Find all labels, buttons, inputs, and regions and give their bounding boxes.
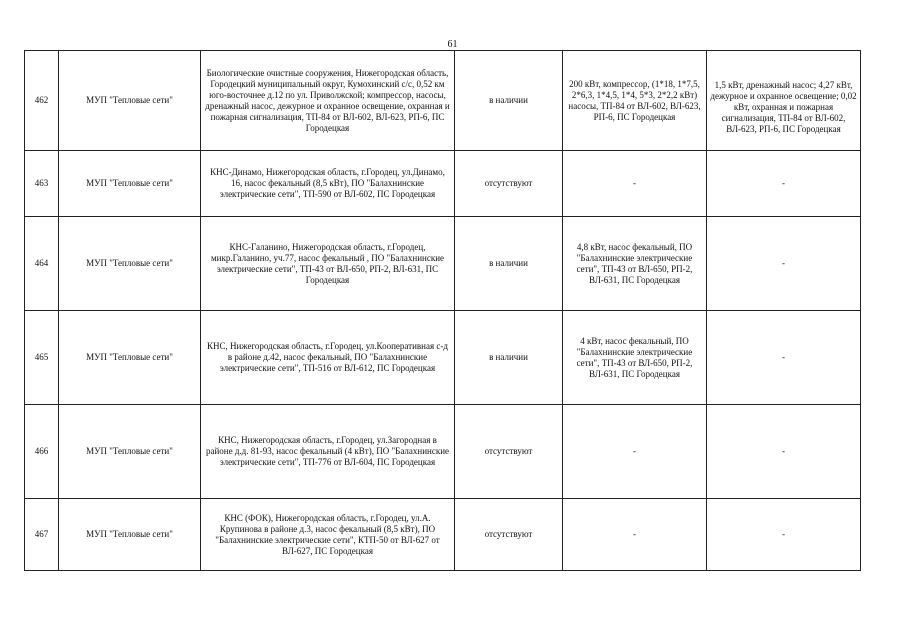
table-row [25, 499, 861, 571]
power-category-2: - [707, 499, 861, 571]
page-number: 61 [447, 39, 458, 50]
object-description: КНС, Нижегородская область, г.Городец, ул.Загородная в районе д.д. 81-93, насос фекальный (4 кВт), ПО "Балахнинские электрические сети", ТП-776 от ВЛ-604, ПС Городецкая [201, 405, 455, 499]
row-number: 465 [25, 311, 59, 405]
row-number: 462 [25, 51, 59, 151]
power-category-1: - [563, 151, 707, 217]
organization: МУП "Тепловые сети" [59, 499, 201, 571]
table-row [25, 311, 861, 405]
object-description: Биологические очистные сооружения, Нижегородская область, Городецкий муниципальный округ, Кумохинский с/с, 0,52 км юго-восточнее д.12 по ул. Приволжской; компрессор, насосы, дренажный насос, дежурное и охранное освещение, охранная и пожарная сигнализация, ТП-84 от ВЛ-602, ВЛ-623, РП-6, ПС Городецкая [201, 51, 455, 151]
object-description: КНС-Галанино, Нижегородская область, г.Городец, микр.Галанино, уч.77, насос фекальный , ПО "Балахнинские электрические сети", ТП-43 от ВЛ-650, РП-2, ВЛ-631, ПС Городецкая [201, 217, 455, 311]
row-number: 464 [25, 217, 59, 311]
organization: МУП "Тепловые сети" [59, 151, 201, 217]
availability-status: в наличии [455, 51, 563, 151]
power-supply-table [24, 50, 861, 571]
row-number: 466 [25, 405, 59, 499]
power-category-1: 200 кВт, компрессор, (1*18, 1*7,5, 2*6,3, 1*4,5, 1*4, 5*3, 2*2,2 кВт) насосы, ТП-84 от ВЛ-602, ВЛ-623, РП-6, ПС Городецкая [563, 51, 707, 151]
availability-status: в наличии [455, 311, 563, 405]
power-category-2: 1,5 кВт, дренажный насос; 4,27 кВт, дежурное и охранное освещение; 0,02 кВт, охранная и пожарная сигнализация, ТП-84 от ВЛ-602, ВЛ-623, РП-6, ПС Городецкая [707, 51, 861, 151]
power-category-1: 4,8 кВт, насос фекальный, ПО "Балахнинские электрические сети", ТП-43 от ВЛ-650, РП-2, ВЛ-631, ПС Городецкая [563, 217, 707, 311]
object-description: КНС (ФОК), Нижегородская область, г.Городец, ул.А. Крупинова в районе д.3, насос фекальный (8,5 кВт), ПО "Балахнинские электрические сети", КТП-50 от ВЛ-627 от ВЛ-627, ПС Городецкая [201, 499, 455, 571]
availability-status: в наличии [455, 217, 563, 311]
power-category-1: 4 кВт, насос фекальный, ПО "Балахнинские электрические сети", ТП-43 от ВЛ-650, РП-2, ВЛ-631, ПС Городецкая [563, 311, 707, 405]
power-category-1: - [563, 499, 707, 571]
power-category-1: - [563, 405, 707, 499]
table-row [25, 217, 861, 311]
object-description: КНС-Динамо, Нижегородская область, г.Городец, ул.Динамо, 16, насос фекальный (8,5 кВт), ПО "Балахнинские электрические сети", ТП-590 от ВЛ-602, ПС Городецкая [201, 151, 455, 217]
power-category-2: - [707, 217, 861, 311]
availability-status: отсутствуют [455, 499, 563, 571]
organization: МУП "Тепловые сети" [59, 405, 201, 499]
table-row [25, 405, 861, 499]
availability-status: отсутствуют [455, 151, 563, 217]
organization: МУП "Тепловые сети" [59, 51, 201, 151]
table-row [25, 51, 861, 151]
power-category-2: - [707, 311, 861, 405]
organization: МУП "Тепловые сети" [59, 311, 201, 405]
table-row [25, 151, 861, 217]
availability-status: отсутствуют [455, 405, 563, 499]
power-category-2: - [707, 405, 861, 499]
row-number: 463 [25, 151, 59, 217]
object-description: КНС, Нижегородская область, г.Городец, ул.Кооперативная с-д в районе д.42, насос фекальный, ПО "Балахнинские электрические сети", ТП-516 от ВЛ-612, ПС Городецкая [201, 311, 455, 405]
organization: МУП "Тепловые сети" [59, 217, 201, 311]
power-category-2: - [707, 151, 861, 217]
row-number: 467 [25, 499, 59, 571]
